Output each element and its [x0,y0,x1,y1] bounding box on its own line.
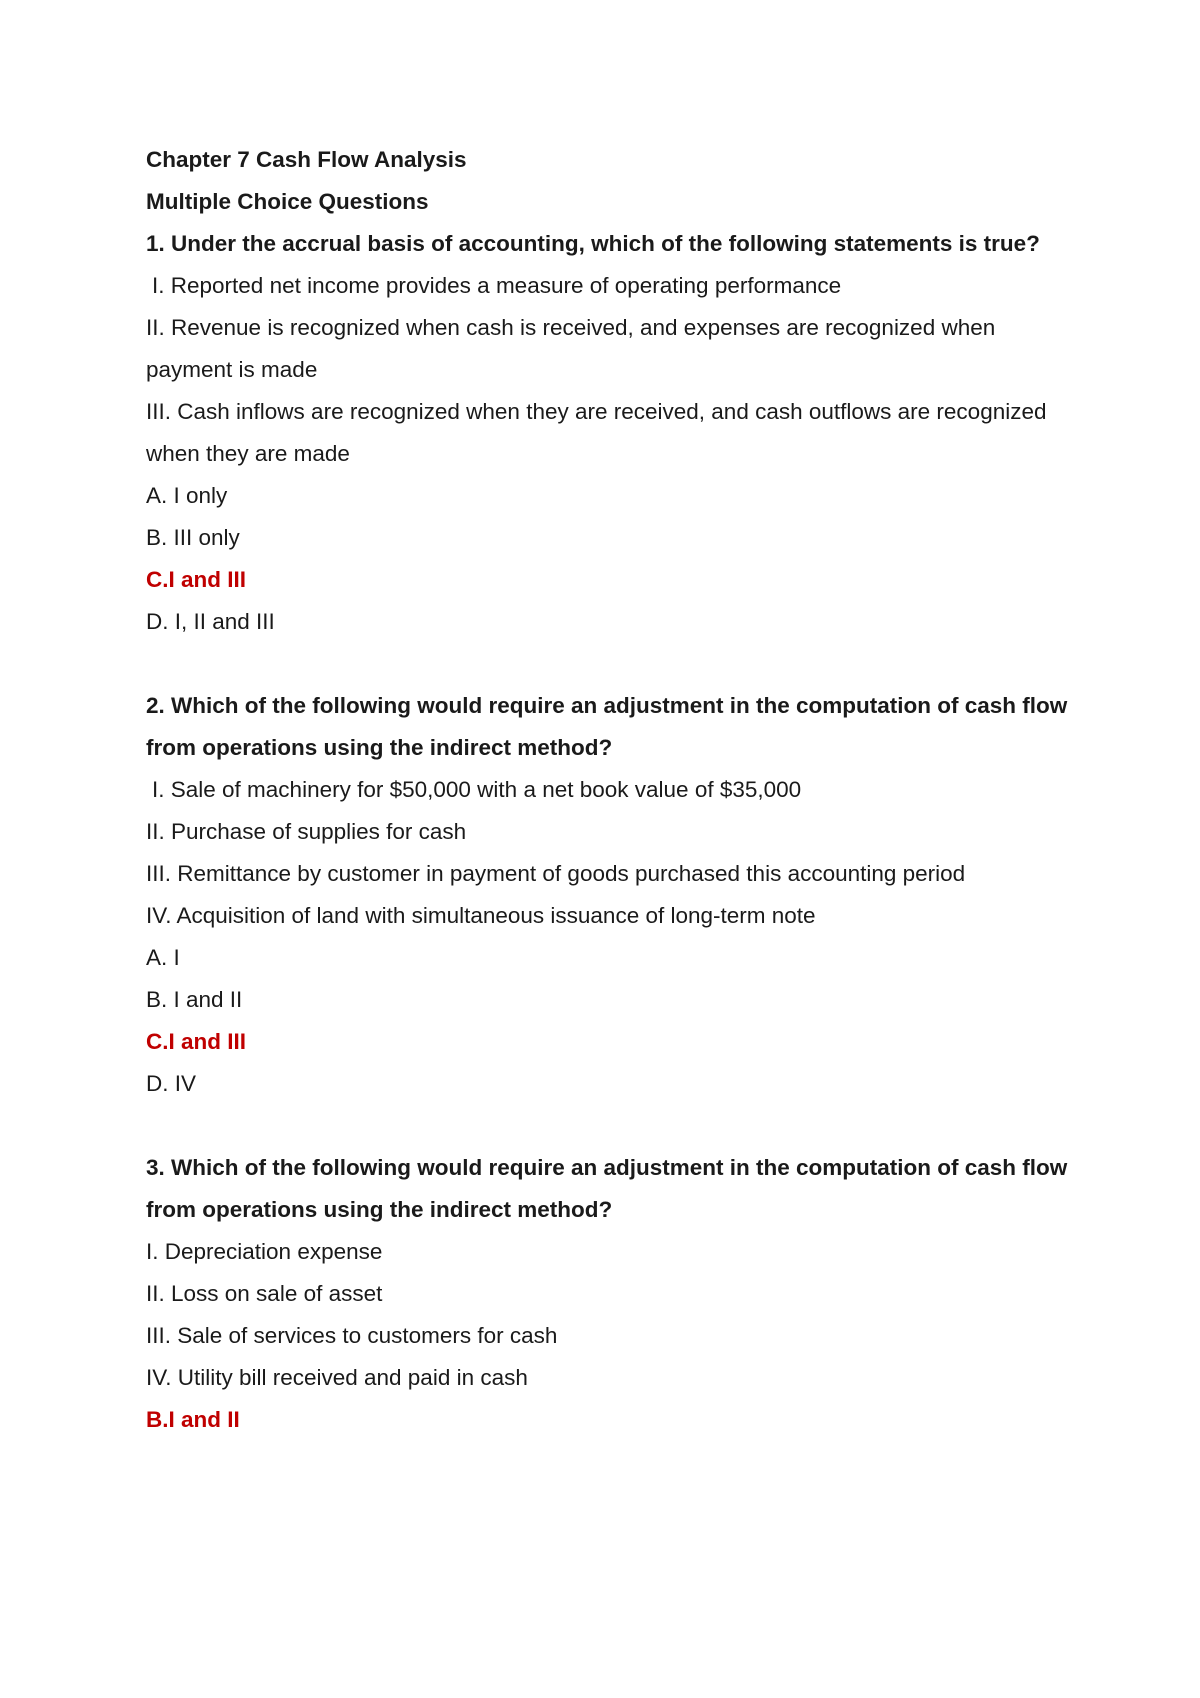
question-stem: 2. Which of the following would require an adjustment in the computation of cash flow from operations using the indirect method? [146,693,1068,760]
answer-option: B. III only [146,525,240,550]
statement-item: IV. Utility bill received and paid in cash [146,1365,528,1390]
statement-item: II. Loss on sale of asset [146,1281,383,1306]
answer-option: A. I only [146,483,228,508]
answer-option: D. IV [146,1071,197,1096]
chapter-title: Chapter 7 Cash Flow Analysis [146,147,467,172]
statement-item: I. Depreciation expense [146,1239,383,1264]
section-title: Multiple Choice Questions [146,189,429,214]
correct-answer-option: B.I and II [146,1407,240,1432]
question-2 [146,685,1086,1105]
question-stem: 1. Under the accrual basis of accounting, which of the following statements is true? [146,231,1040,256]
statement-item: II. Revenue is recognized when cash is received, and expenses are recognized when payment is made [146,315,996,382]
question-1 [146,223,1086,643]
spacer [146,1105,1086,1147]
answer-option: A. I [146,945,180,970]
statement-item: IV. Acquisition of land with simultaneous issuance of long-term note [146,903,816,928]
answer-option: D. I, II and III [146,609,275,634]
statement-item: II. Purchase of supplies for cash [146,819,467,844]
correct-answer-option: C.I and III [146,567,247,592]
statement-item: III. Remittance by customer in payment of goods purchased this accounting period [146,861,966,886]
correct-answer-option: C.I and III [146,1029,247,1054]
statement-item: III. Sale of services to customers for cash [146,1323,558,1348]
question-stem: 3. Which of the following would require an adjustment in the computation of cash flow from operations using the indirect method? [146,1155,1068,1222]
answer-option: B. I and II [146,987,243,1012]
statement-item: I. Sale of machinery for $50,000 with a net book value of $35,000 [152,777,802,802]
spacer [146,643,1086,685]
question-3 [146,1147,1086,1441]
statement-item: I. Reported net income provides a measure of operating performance [152,273,842,298]
statement-item: III. Cash inflows are recognized when they are received, and cash outflows are recognized when they are made [146,399,1047,466]
document-page [146,139,1086,1441]
